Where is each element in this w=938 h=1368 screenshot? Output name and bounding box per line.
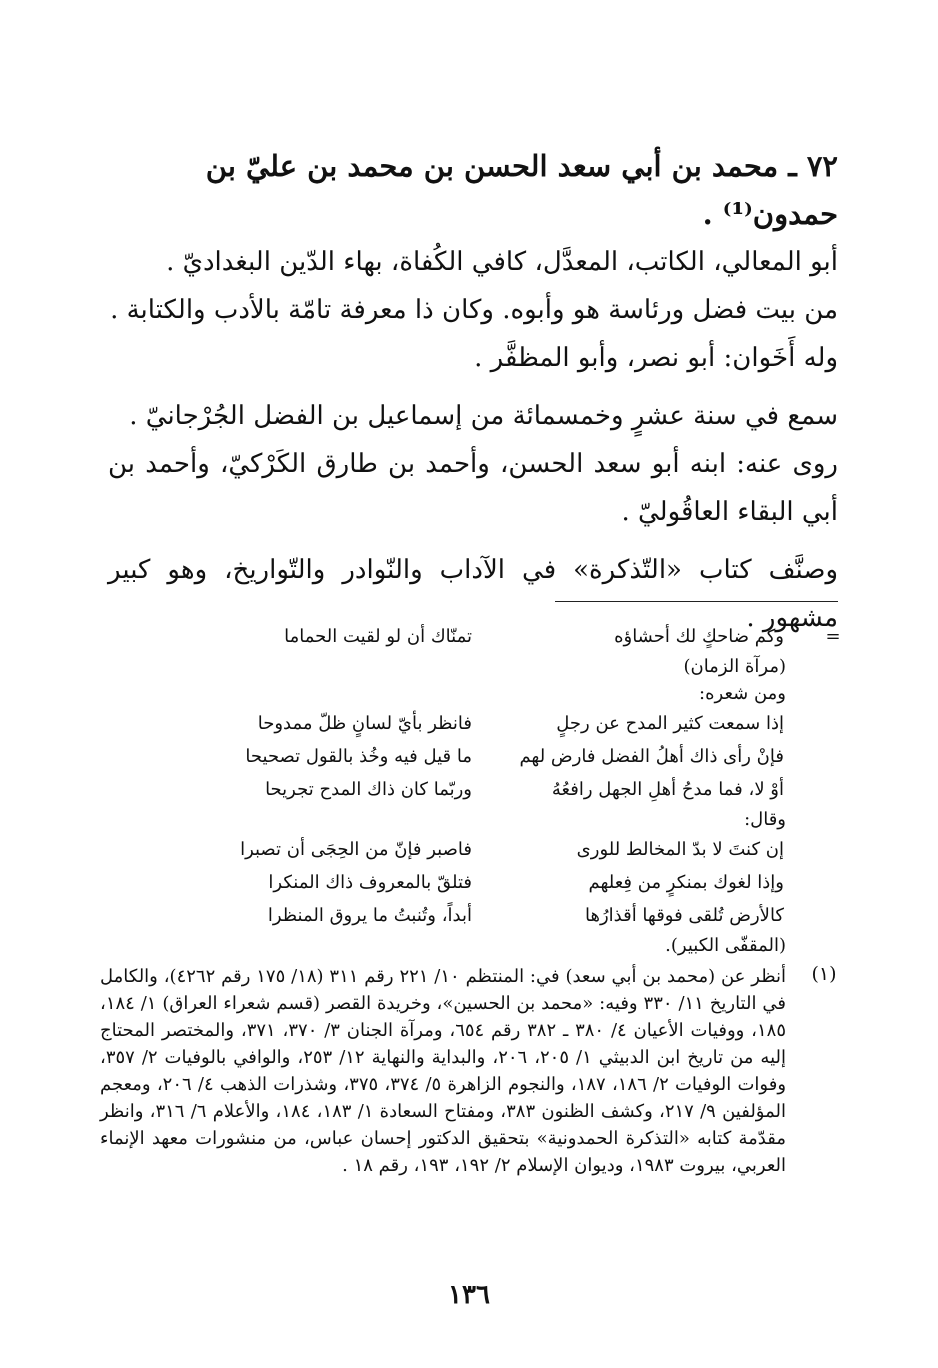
verse-second-hemistich: فاصبر فإنّ من الحِجَى أن تصبرا bbox=[240, 839, 472, 860]
verse-row bbox=[100, 833, 848, 866]
footnotes bbox=[100, 620, 848, 1179]
verse-row bbox=[100, 866, 848, 899]
footnote-1 bbox=[100, 963, 848, 1179]
verse-row bbox=[100, 899, 848, 932]
entry-paragraph: من بيت فضل ورئاسة هو وأبوه. وكان ذا معرفة تامّة بالأدب والكتابة . bbox=[110, 295, 838, 325]
entry-paragraph: أبو المعالي، الكاتب، المعدَّل، كافي الكُفاة، بهاء الدّين البغداديّ . bbox=[166, 247, 838, 277]
verse-row bbox=[100, 773, 848, 806]
continuation-marker: = bbox=[825, 626, 841, 647]
footnote-separator bbox=[555, 601, 838, 602]
entry-paragraph: وله أَخَوان: أبو نصر، وأبو المظفَّر . bbox=[474, 343, 838, 373]
said-label: وقال: bbox=[744, 809, 786, 830]
verse-second-hemistich: فتلقّ بالمعروف ذاك المنكرا bbox=[268, 872, 472, 893]
verse-row bbox=[100, 707, 848, 740]
footnote-number: (١) bbox=[811, 963, 837, 985]
verse-first-hemistich: فإنْ رأى ذاك أهلُ الفضل فارض لهم bbox=[519, 746, 784, 767]
entry-paragraph: روى عنه: ابنه أبو سعد الحسن، وأحمد بن طارق الكَرْكيّ، وأحمد بن أبي البقاء العاقُوليّ . bbox=[108, 449, 838, 527]
page-number: ١٣٦ bbox=[448, 1280, 490, 1310]
verse-first-hemistich: أوْ لا، فما مدحُ أهلِ الجهل رافعُهُ bbox=[551, 779, 784, 800]
entry-paragraph: سمع في سنة عشرٍ وخمسمائة من إسماعيل بن الفضل الجُرْجانيّ . bbox=[129, 401, 838, 431]
verse-first-hemistich: كالأرض تُلقى فوقها أقذارُها bbox=[584, 905, 784, 926]
verse-second-hemistich: أبداً، وتُنبتُ ما يروق المنظرا bbox=[267, 905, 472, 926]
source-citation: (مرآة الزمان) bbox=[683, 656, 786, 677]
verse-row bbox=[100, 740, 848, 773]
entry-paragraph: وصنَّف كتاب «التّذكرة» في الآداب والنّوادر والتّواريخ، وهو كبير مشهور . bbox=[108, 555, 838, 633]
entry-title: ٧٢ ـ محمد بن أبي سعد الحسن بن محمد بن عليّ بن حمدون⁽¹⁾ . bbox=[205, 149, 838, 231]
main-text bbox=[108, 142, 838, 642]
source-citation: (المقفّى الكبير). bbox=[665, 935, 786, 956]
verse-second-hemistich: وربّما كان ذاك المدح تجريحا bbox=[265, 779, 472, 800]
verse-row bbox=[100, 620, 848, 653]
verse-first-hemistich: إذا سمعت كثير المدح عن رجلٍ bbox=[556, 713, 784, 734]
verse-first-hemistich: وإذا لغوك بمنكرٍ من فِعلهم bbox=[588, 872, 784, 893]
verse-first-hemistich: إن كنتَ لا بدّ المخالط للورى bbox=[576, 839, 784, 860]
verse-second-hemistich: ما قيل فيه وخُذ بالقول تصحيحا bbox=[245, 746, 472, 767]
verse-second-hemistich: تمنّاك أن لو لقيت الحماما bbox=[284, 626, 472, 647]
poetry-label: ومن شعره: bbox=[699, 683, 786, 704]
footnote-text: أنظر عن (محمد بن أبي سعد) في: المنتظم ١٠/ ٢٢١ رقم ٣١١ (١٨/ ١٧٥ رقم ٤٢٦٢)، والكامل في التاريخ ١١/ ٣٣٠ وفيه: «محمد بن الحسين»، وخريدة القصر (قسم شعراء العراق) ١/ ١٨٤، ١٨٥، ووفيات الأعيان ٤/ ٣٨٠ ـ ٣٨٢ رقم ٦٥٤، ومرآة الجنان ٣/ ٣٧٠، ٣٧١، والمختصر المحتاج إليه من تاريخ ابن الدبيثي ١/ ٢٠٥، ٢٠٦، والبداية والنهاية ١٢/ ٢٥٣، والوافي بالوفيات ٢/ ٣٥٧، وفوات الوفيات ٢/ ١٨٦، ١٨٧، والنجوم الزاهرة ٥/ ٣٧٤، ٣٧٥، وشذرات الذهب ٤/ ٢٠٦، ومعجم المؤلفين ٩/ ٢١٧، وكشف الظنون ٣٨٣، ومفتاح السعادة ١/ ١٨٣، ١٨٤، والأعلام ٦/ ٣١٦، وانظر مقدّمة كتابه «التذكرة الحمدونية» بتحقيق الدكتور إحسان عباس، من منشورات معهد الإنماء العربي، بيروت ١٩٨٣، وديوان الإسلام ٢/ ١٩٢، ١٩٣، رقم ١٨ . bbox=[100, 966, 787, 1176]
verse-first-hemistich: وكم ضاحكٍ لك أحشاؤه bbox=[614, 626, 784, 647]
verse-second-hemistich: فانظر بأيّ لسانٍ ظلّ ممدوحا bbox=[257, 713, 472, 734]
